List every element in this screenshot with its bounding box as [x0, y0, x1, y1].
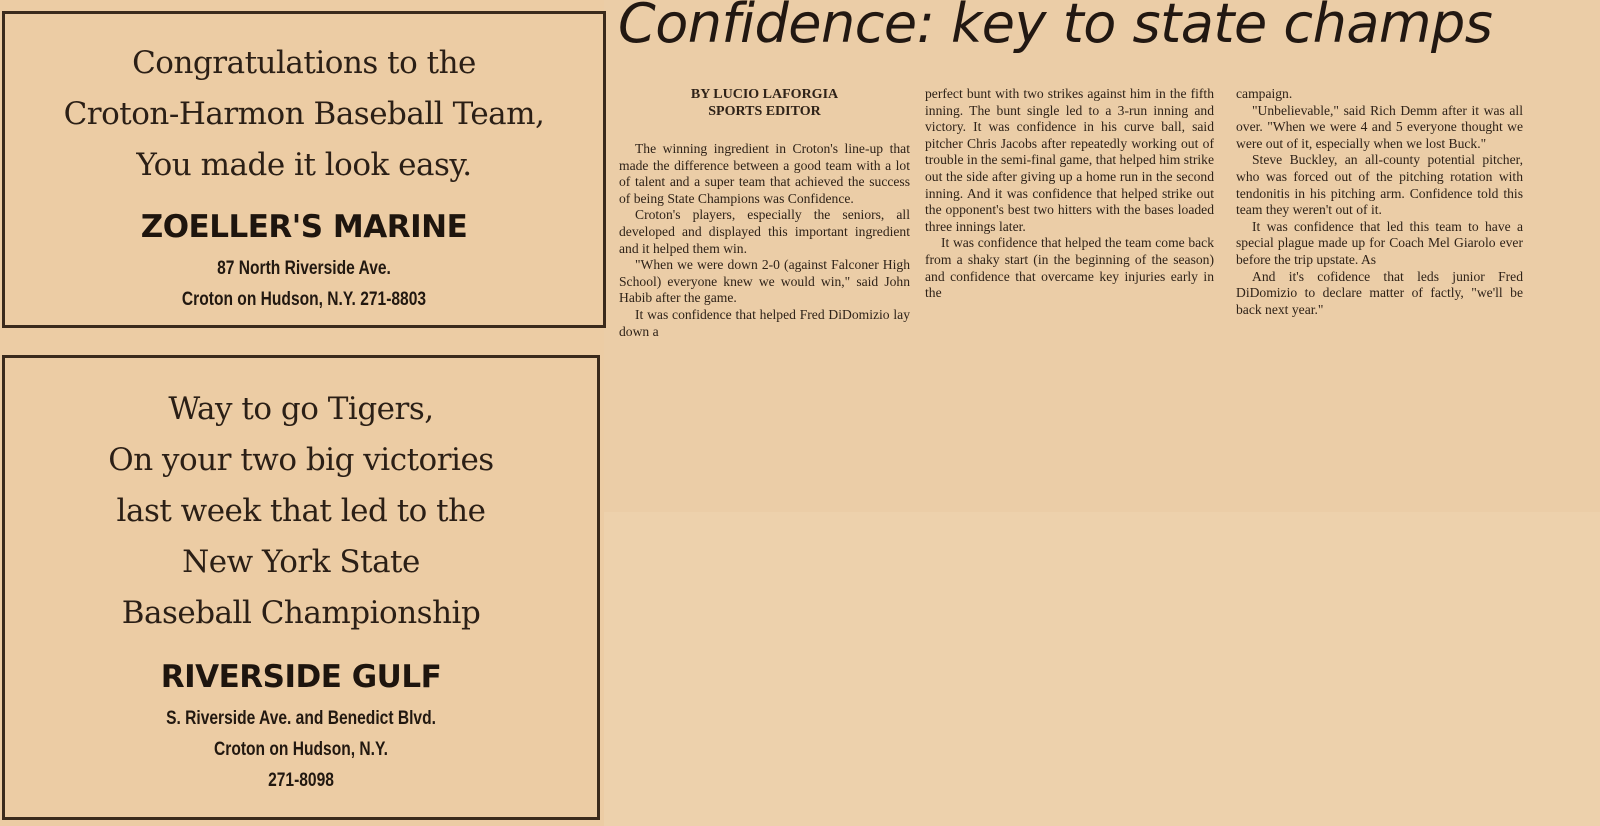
article-column-1	[619, 86, 910, 340]
paragraph: Croton's players, especially the seniors, all developed and displayed this important ingredient and it helped them win.	[619, 207, 910, 256]
ad-line: Croton-Harmon Baseball Team,	[63, 96, 545, 132]
ad-line: Congratulations to the	[132, 45, 476, 81]
ad-address: 271-8098	[268, 770, 334, 791]
paragraph: It was confidence that helped the team come back from a shaky start (in the beginning of the season) and confidence that overcame key injuries early in the	[925, 235, 1214, 301]
ad-address: S. Riverside Ave. and Benedict Blvd.	[166, 708, 436, 729]
ad-address: 87 North Riverside Ave.	[217, 258, 391, 279]
ad-line: Way to go Tigers,	[168, 391, 434, 427]
ad-brand: RIVERSIDE GULF	[160, 659, 442, 695]
paragraph: "When we were down 2-0 (against Falconer High School) everyone knew we would win," said John Habib after the game.	[619, 257, 910, 306]
paragraph: And it's cofidence that leds junior Fred DiDomizio to declare matter of factly, "we'll be back next year."	[1236, 268, 1523, 317]
byline-author: BY LUCIO LAFORGIA	[690, 87, 839, 102]
ad-line: You made it look easy.	[136, 147, 472, 183]
ad-line: On your two big victories	[108, 442, 494, 478]
riverside-gulf-ad	[2, 355, 600, 820]
byline-title: SPORTS EDITOR	[708, 104, 821, 119]
paragraph: "Unbelievable," said Rich Demm after it was all over. "When we were 4 and 5 everyone thought we were out of it, especially when we lost Buck."	[1236, 102, 1523, 151]
ad-brand: ZOELLER'S MARINE	[140, 209, 468, 245]
ad-address: Croton on Hudson, N.Y.	[214, 739, 388, 760]
byline	[619, 86, 910, 120]
zoellers-marine-ad	[2, 11, 606, 328]
paragraph: It was confidence that led this team to have a special plague made up for Coach Mel Giarolo ever before the trip upstate. As	[1236, 218, 1523, 267]
blank-area	[604, 512, 1600, 826]
ad-address: Croton on Hudson, N.Y. 271-8803	[181, 289, 427, 310]
paragraph: campaign.	[1236, 86, 1293, 101]
paragraph: Steve Buckley, an all-county potential pitcher, who was forced out of the pitching rotation with tendonitis in his pitching arm. Confidence told this team they weren't out of it.	[1236, 152, 1523, 218]
ad-line: last week that led to the	[116, 493, 486, 529]
article-headline: Confidence: key to state champs	[618, 0, 1493, 55]
article-column-3	[1236, 86, 1523, 318]
paragraph: perfect bunt with two strikes against him in the fifth inning. The bunt single led to a 3-run inning and victory. It was confidence in his curve ball, said pitcher Chris Jacobs after repeatedly working out of trouble in the semi-final game, that helped him strike out the side after giving up a home run in the second inning. And it was confidence that helped strike out the opponent's best two hitters with the bases loaded three innings later.	[925, 86, 1214, 234]
ad-line: New York State	[182, 544, 420, 580]
paragraph: It was confidence that helped Fred DiDomizio lay down a	[619, 306, 910, 339]
ad-line: Baseball Championship	[121, 595, 481, 631]
article-column-2	[925, 86, 1214, 302]
paragraph: The winning ingredient in Croton's line-up that made the difference between a good team with a lot of talent and a super team that achieved the success of being State Champions was Confidence.	[619, 141, 910, 206]
